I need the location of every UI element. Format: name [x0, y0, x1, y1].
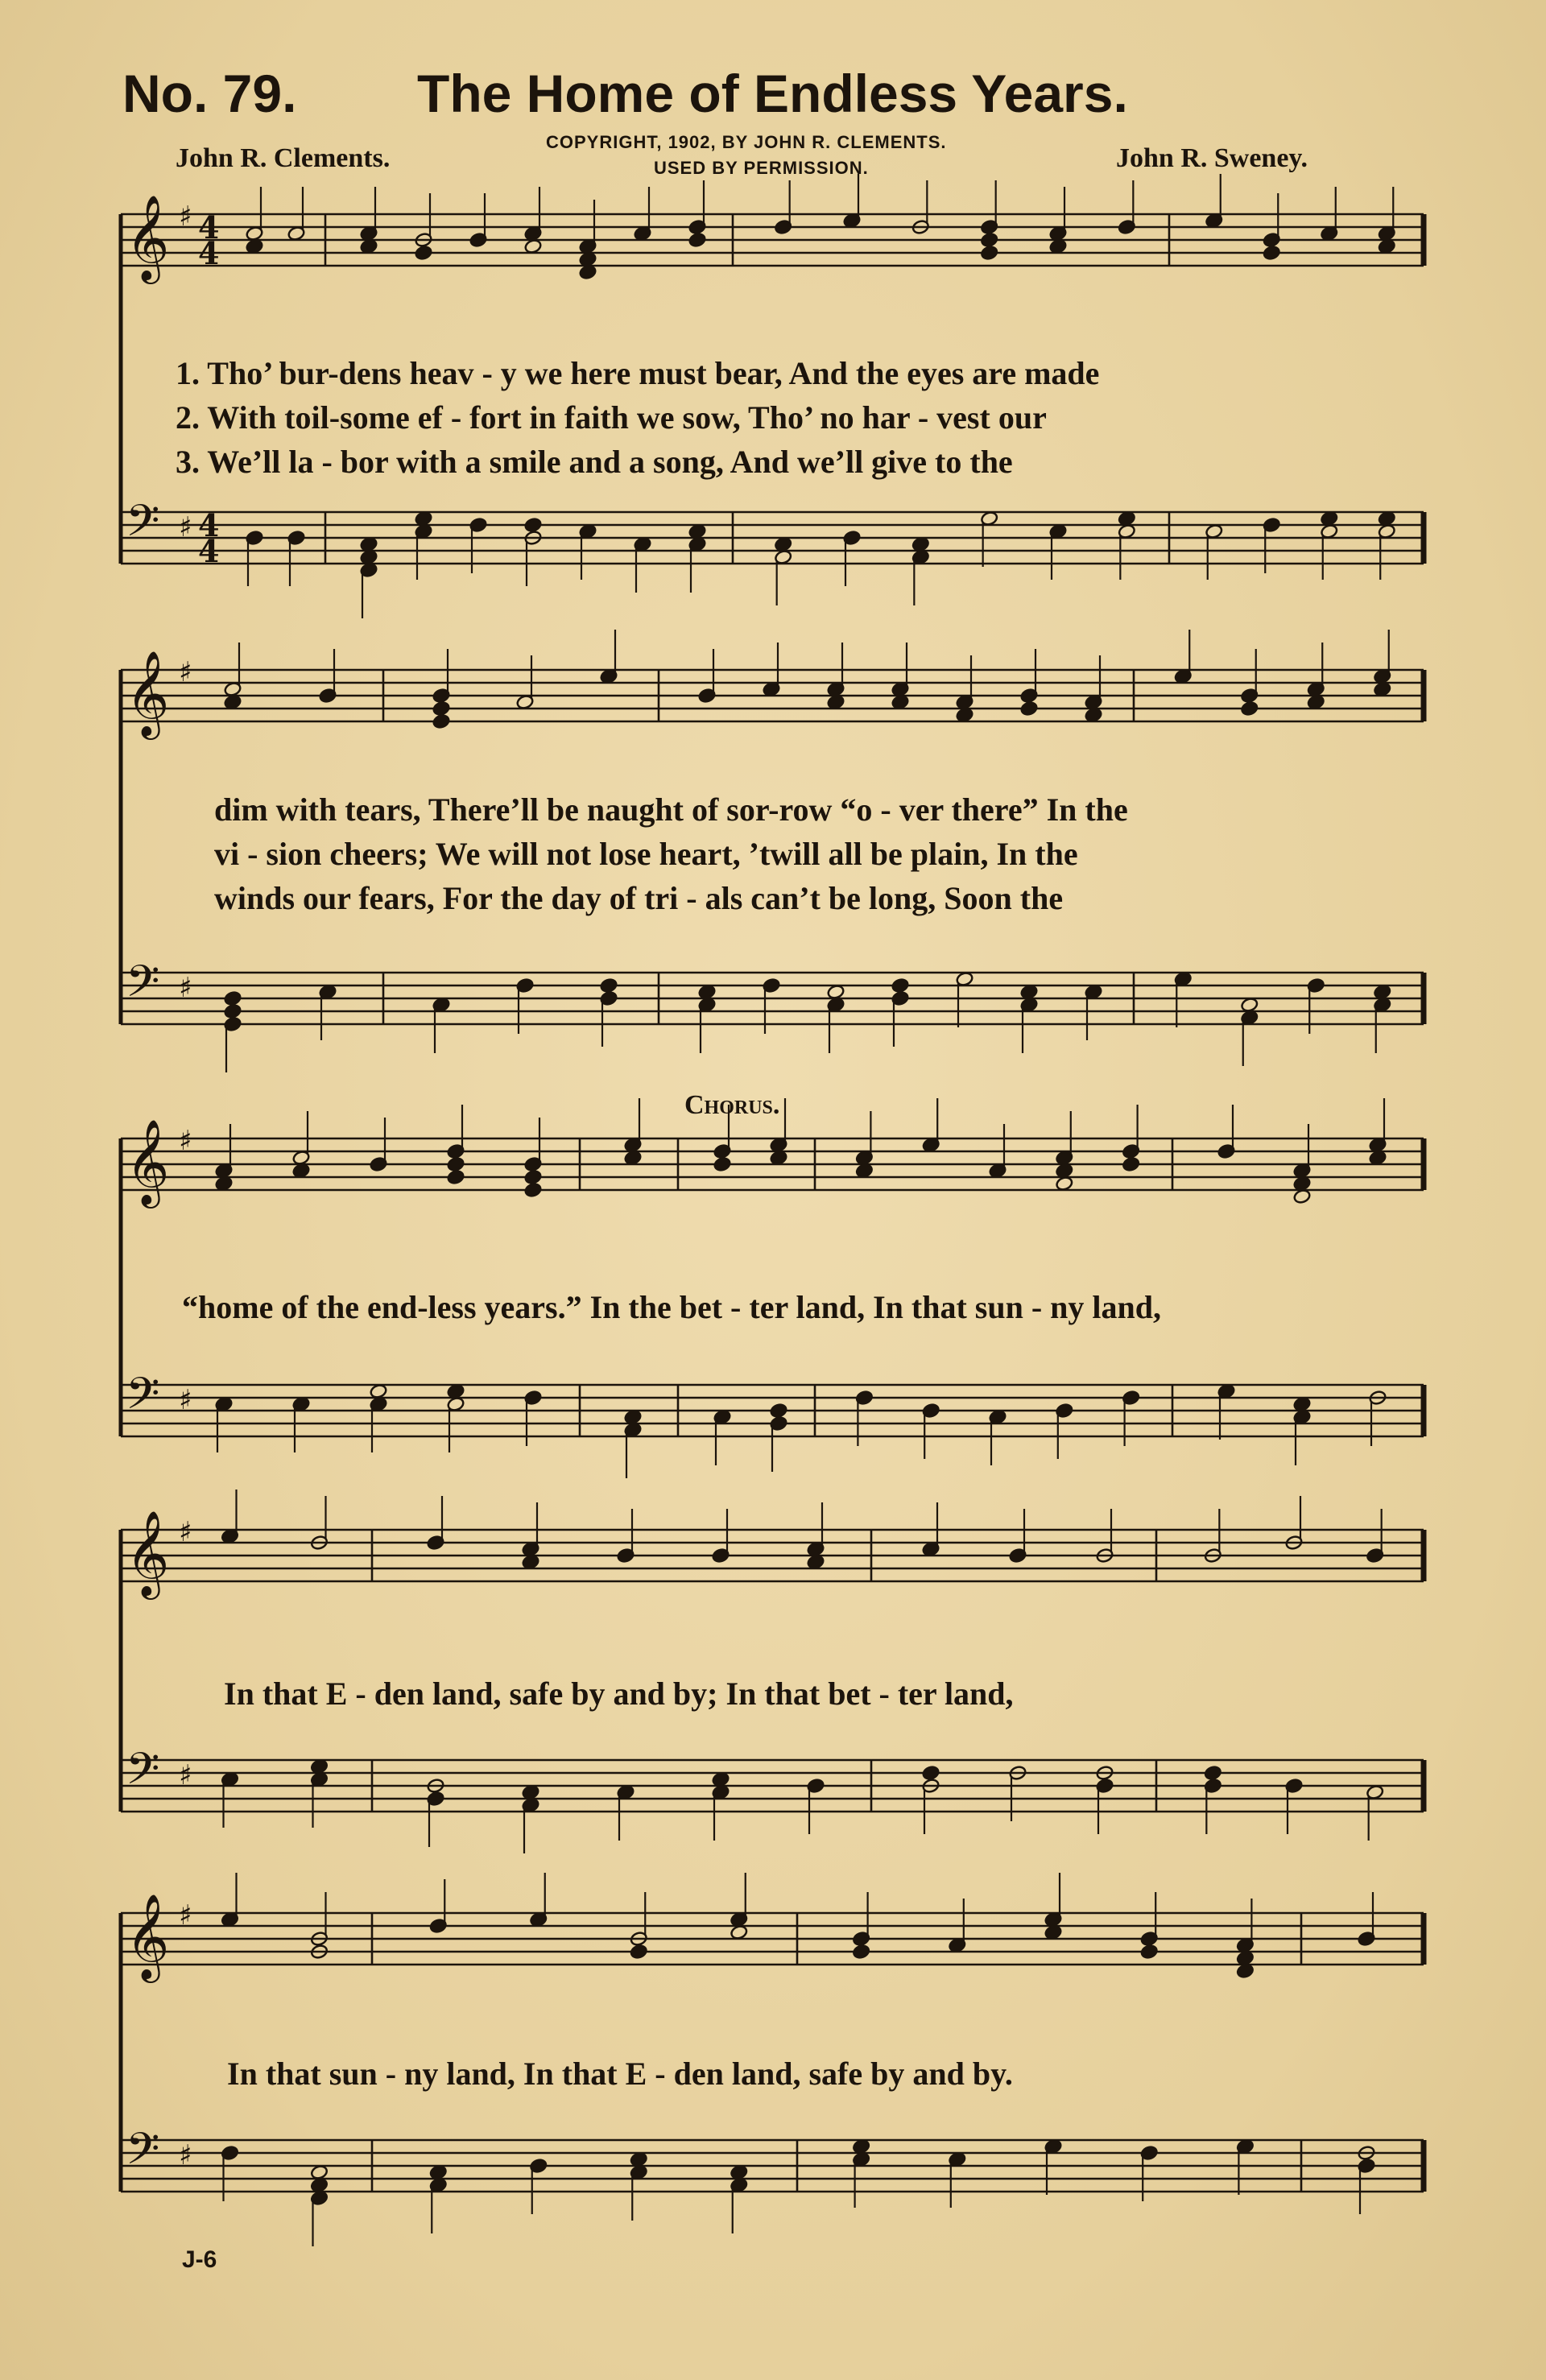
note-head: [852, 1944, 870, 1960]
lyric-line: 3. We’ll la - bor with a smile and a song, And we’ll give to the: [176, 444, 1013, 480]
hymn-number: No. 79.: [122, 64, 297, 123]
lyric-line: 1. Tho’ bur-dens heav - y we here must bear, And the eyes are made: [176, 355, 1100, 391]
lyric-line: dim with tears, There’ll be naught of sor-row “o - ver there” In the: [214, 791, 1128, 828]
note-head: [1122, 1156, 1140, 1172]
copyright-notice: COPYRIGHT, 1902, BY JOHN R. CLEMENTS.: [546, 132, 947, 152]
note-head: [432, 713, 451, 729]
key-signature-sharp: ♯: [179, 200, 192, 233]
note-head: [447, 1156, 465, 1172]
time-signature-bottom: 4: [198, 235, 220, 271]
lyric-line: In that E - den land, safe by and by; In that bet - ter land,: [224, 1676, 1014, 1712]
bass-clef: 𝄢: [126, 495, 160, 557]
key-signature-sharp: ♯: [179, 1125, 192, 1157]
note-head: [224, 990, 242, 1006]
key-signature-sharp: ♯: [179, 1899, 192, 1932]
treble-clef: 𝄞: [126, 1118, 170, 1204]
note-head: [1263, 245, 1281, 261]
lyric-line: vi - sion cheers; We will not lose heart, ’twill all be plain, In the: [214, 836, 1078, 872]
key-signature-sharp: ♯: [179, 972, 192, 1004]
bass-clef: 𝄢: [126, 1368, 160, 1430]
key-signature-sharp: ♯: [179, 511, 192, 543]
note-head: [1240, 700, 1259, 717]
note-head: [980, 245, 998, 261]
note-head: [415, 245, 433, 261]
note-head: [600, 977, 618, 994]
lyric-line: In that sun - ny land, In that E - den land, safe by and by.: [227, 2056, 1013, 2092]
note-head: [713, 1156, 732, 1172]
bass-clef: 𝄢: [126, 2123, 160, 2185]
note-head: [922, 1765, 940, 1781]
treble-clef: 𝄞: [126, 1893, 170, 1979]
permission-notice: USED BY PERMISSION.: [654, 158, 869, 178]
treble-clef: 𝄞: [126, 194, 170, 280]
note-head: [432, 700, 451, 717]
lyric-line: “home of the end-less years.” In the bet - ter land, In that sun - ny land,: [182, 1289, 1162, 1325]
note-head: [891, 977, 910, 994]
chorus-label: Chorus.: [684, 1090, 780, 1120]
note-head: [1204, 1765, 1222, 1781]
composer-credit: John R. Sweney.: [1116, 143, 1308, 173]
key-signature-sharp: ♯: [179, 1516, 192, 1548]
note-head: [1020, 700, 1039, 717]
lyric-line: 2. With toil-some ef - fort in faith we sow, Tho’ no har - vest our: [176, 399, 1047, 436]
treble-clef: 𝄞: [126, 650, 170, 736]
key-signature-sharp: ♯: [179, 1384, 192, 1416]
bass-clef: 𝄢: [126, 1743, 160, 1805]
key-signature-sharp: ♯: [179, 2139, 192, 2171]
note-head: [770, 1403, 788, 1419]
key-signature-sharp: ♯: [179, 656, 192, 688]
note-head: [1140, 1944, 1159, 1960]
treble-clef: 𝄞: [126, 1510, 170, 1596]
note-head: [630, 1944, 648, 1960]
note-head: [524, 1169, 543, 1185]
time-signature-top: 4: [198, 507, 220, 543]
note-head: [447, 1169, 465, 1185]
bass-clef: 𝄢: [126, 956, 160, 1018]
time-signature-top: 4: [198, 209, 220, 246]
note-head: [980, 232, 998, 248]
key-signature-sharp: ♯: [179, 1759, 192, 1791]
note-head: [688, 232, 707, 248]
lyricist-credit: John R. Clements.: [176, 143, 391, 173]
lyric-line: winds our fears, For the day of tri - als can’t be long, Soon the: [214, 880, 1064, 916]
hymn-title: The Home of Endless Years.: [417, 64, 1128, 123]
note-head: [524, 1182, 543, 1198]
page-code: J-6: [182, 2246, 217, 2273]
note-head: [224, 1003, 242, 1019]
time-signature-bottom: 4: [198, 533, 220, 569]
note-head: [524, 517, 543, 533]
